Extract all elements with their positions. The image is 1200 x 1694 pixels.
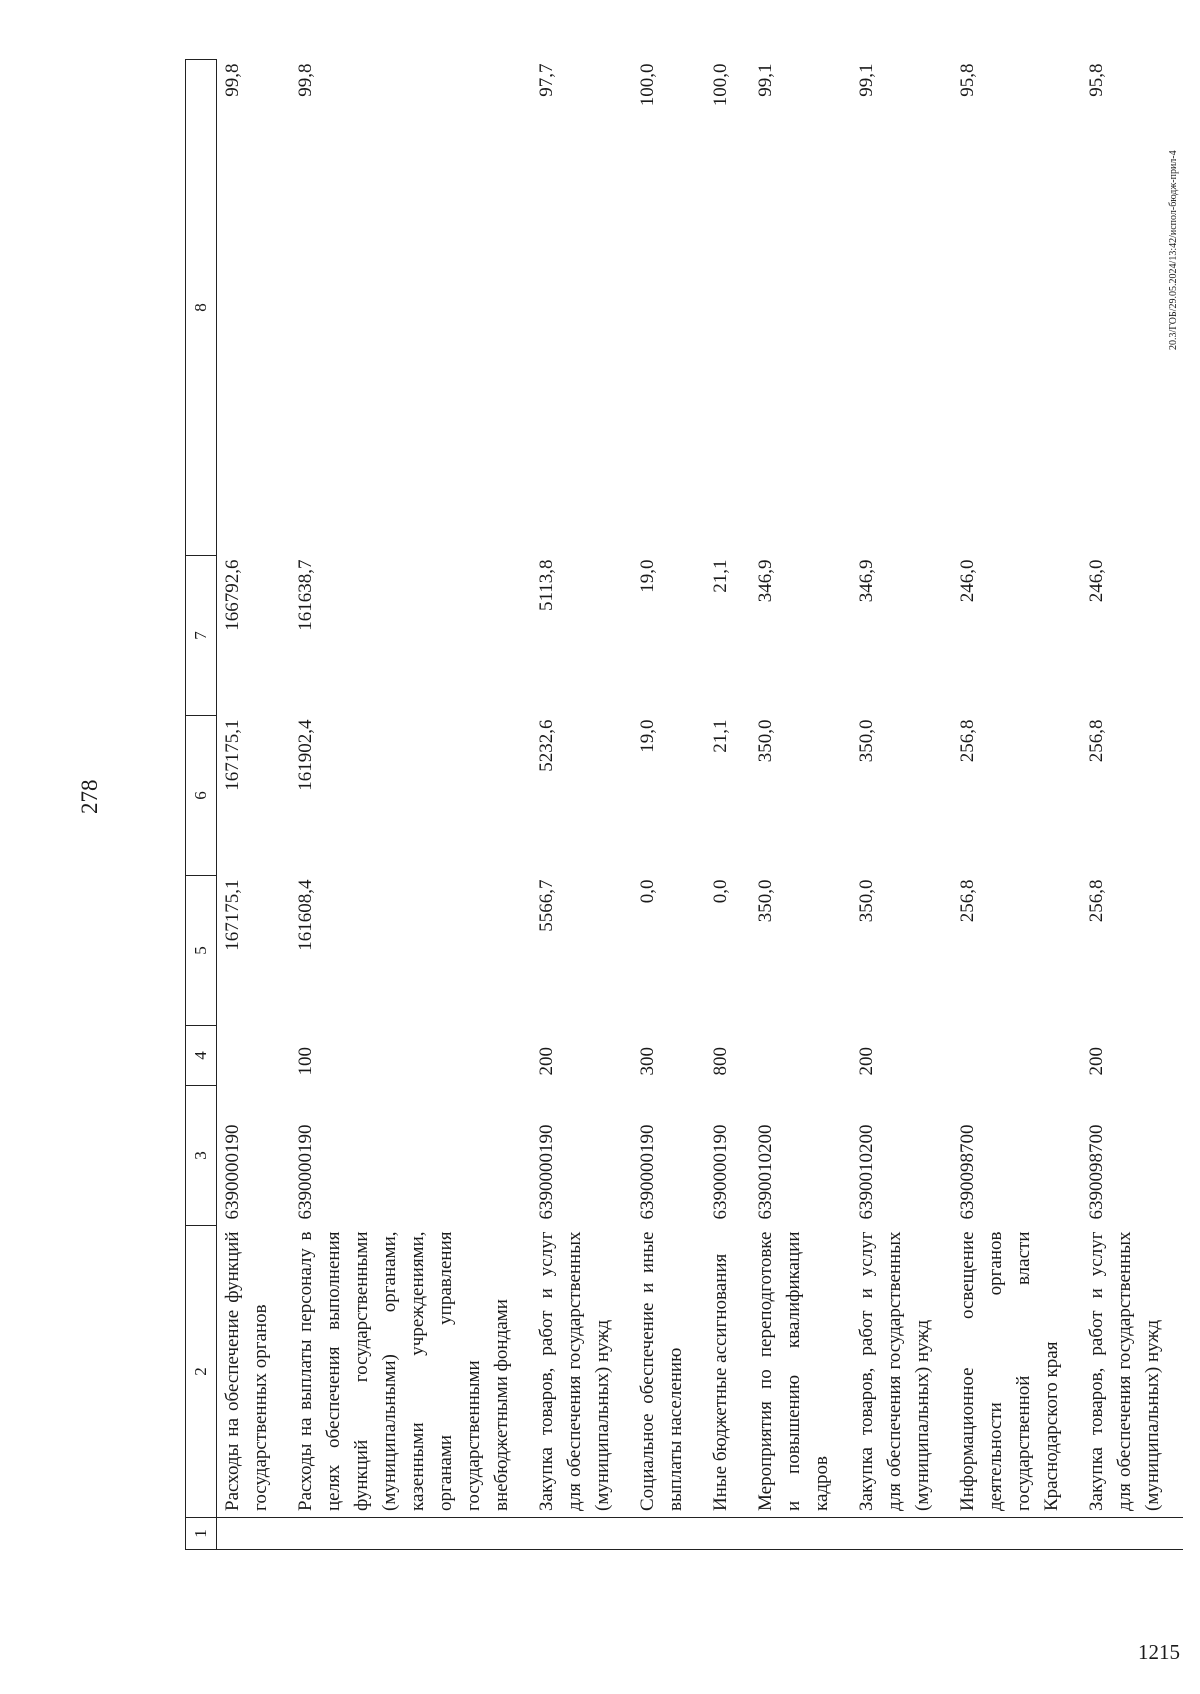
row-kvr: [217, 1026, 292, 1086]
row-cell-col1: [532, 1518, 633, 1550]
row-cell-col1: [1082, 1518, 1183, 1550]
table-row: [751, 60, 852, 1550]
row-col8: 100,0: [710, 63, 731, 107]
page-number: 278: [77, 779, 102, 814]
row-code: 6390000190: [710, 1124, 731, 1220]
row-kvr: 300: [637, 1047, 658, 1076]
row-name: Закупка товаров, работ и услуг для обеспечения государственных (муниципальных) нужд: [856, 1231, 933, 1511]
row-col7: 19,0: [637, 559, 658, 593]
row-cell-col1: [852, 1518, 953, 1550]
row-code: 6390000190: [637, 1124, 658, 1220]
row-col6: 256,8: [1086, 719, 1107, 763]
column-header: 1: [186, 1518, 217, 1550]
row-code: 6390000190: [295, 1124, 316, 1220]
row-name: Мероприятия по переподготовке и повышению квалификации кадров: [755, 1231, 832, 1511]
budget-table: [185, 59, 1183, 1550]
column-header: 5: [186, 876, 217, 1026]
row-col7: 346,9: [755, 559, 776, 603]
row-kvr: 200: [1086, 1047, 1107, 1076]
row-col7: 246,0: [957, 559, 978, 603]
row-cell-col1: [751, 1518, 852, 1550]
column-header: 7: [186, 556, 217, 716]
row-col5: 0,0: [637, 879, 658, 904]
row-kvr: 800: [710, 1047, 731, 1076]
row-col7: 246,0: [1086, 559, 1107, 603]
table-row: [291, 60, 532, 1550]
column-header: 8: [186, 60, 217, 556]
row-col8: 99,8: [222, 63, 243, 97]
row-col6: 161902,4: [295, 719, 316, 791]
row-col5: 0,0: [710, 879, 731, 904]
row-code: 6390098700: [1086, 1124, 1107, 1220]
row-name: Закупка товаров, работ и услуг для обеспечения государственных (муниципальных) нужд: [1086, 1231, 1163, 1511]
header-row: [186, 60, 217, 1550]
row-cell-col1: [291, 1518, 532, 1550]
row-kvr: 200: [536, 1047, 557, 1076]
row-col6: 350,0: [856, 719, 877, 763]
row-cell-col1: [633, 1518, 706, 1550]
table-row: [633, 60, 706, 1550]
column-header: 6: [186, 716, 217, 876]
row-col5: 350,0: [856, 879, 877, 923]
row-col8: 99,1: [755, 63, 776, 97]
row-col7: 166792,6: [222, 559, 243, 631]
row-col8: 95,8: [1086, 63, 1107, 97]
table-row: [532, 60, 633, 1550]
row-kvr: 200: [856, 1047, 877, 1076]
row-col7: 5113,8: [536, 559, 557, 612]
row-cell-col1: [953, 1518, 1082, 1550]
row-col8: 97,7: [536, 63, 557, 97]
row-cell-col1: [706, 1518, 751, 1550]
row-col5: 161608,4: [295, 879, 316, 951]
table-row: [217, 60, 292, 1550]
row-col6: 167175,1: [222, 719, 243, 791]
row-code: 6390010200: [856, 1124, 877, 1220]
column-header: 3: [186, 1086, 217, 1226]
row-name: Расходы на выплаты персоналу в целях обеспечения выполнения функций государственными (муниципальными) органами, казенными учреждениями, органами управления государственными внебюджетными фондами: [295, 1231, 512, 1511]
row-col5: 5566,7: [536, 879, 557, 932]
row-col6: 19,0: [637, 719, 658, 753]
column-header: 2: [186, 1226, 217, 1518]
row-col5: 256,8: [1086, 879, 1107, 923]
row-name: Расходы на обеспечение функций государственных органов: [222, 1231, 271, 1511]
row-col8: 99,8: [295, 63, 316, 97]
table-row: [953, 60, 1082, 1550]
row-col5: 256,8: [957, 879, 978, 923]
row-code: 6390010200: [755, 1124, 776, 1220]
row-code: 6390098700: [957, 1124, 978, 1220]
row-cell-col1: [217, 1518, 292, 1550]
row-col5: 167175,1: [222, 879, 243, 951]
row-col8: 95,8: [957, 63, 978, 97]
row-kvr: [751, 1026, 852, 1086]
row-col5: 350,0: [755, 879, 776, 923]
row-kvr: [953, 1026, 1082, 1086]
row-code: 6390000190: [222, 1124, 243, 1220]
row-name: Социальное обеспечение и иные выплаты населению: [637, 1231, 686, 1511]
table-row: [852, 60, 953, 1550]
row-col6: 350,0: [755, 719, 776, 763]
table-row: [1082, 60, 1183, 1550]
row-col8: 99,1: [856, 63, 877, 97]
document-code: 20.3/ГОБ/29.05.2024/13:42/испол-бюдж-прил-4: [1168, 150, 1179, 350]
row-col7: 161638,7: [295, 559, 316, 631]
corner-number: 1215: [1138, 1640, 1180, 1664]
row-col6: 256,8: [957, 719, 978, 763]
row-col6: 21,1: [710, 719, 731, 753]
row-col8: 100,0: [637, 63, 658, 107]
row-col7: 346,9: [856, 559, 877, 603]
column-header: 4: [186, 1026, 217, 1086]
row-name: Закупка товаров, работ и услуг для обеспечения государственных (муниципальных) нужд: [536, 1231, 613, 1511]
row-code: 6390000190: [536, 1124, 557, 1220]
budget-table-container: [185, 60, 1197, 1550]
row-name: Иные бюджетные ассигнования: [710, 1253, 731, 1511]
table-row: [706, 60, 751, 1550]
row-col7: 21,1: [710, 559, 731, 593]
row-name: Информационное освещение деятельности органов государственной власти Краснодарского края: [957, 1231, 1062, 1511]
row-kvr: 100: [295, 1047, 316, 1076]
row-col6: 5232,6: [536, 719, 557, 772]
